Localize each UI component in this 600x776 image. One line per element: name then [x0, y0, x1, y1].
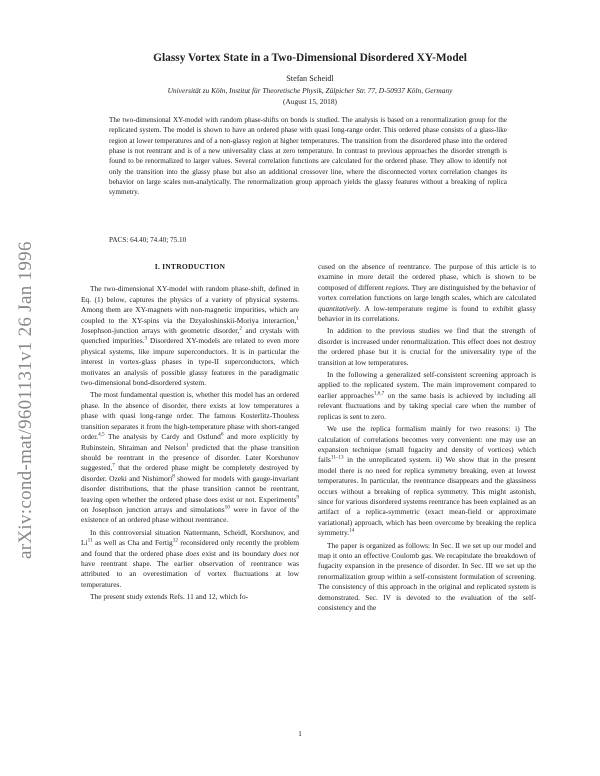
citation-ref: 1	[296, 315, 299, 322]
text-run: cused on the absence of reentrance. The purpose of this article is to examine in more detail the ordered phase, which is shown to be composed of different	[318, 262, 536, 292]
citation-ref: 4,5	[98, 431, 105, 438]
citation-ref: 2	[239, 325, 242, 332]
text-run: were in favor of the existence of an ordered phase without reentrance.	[81, 504, 299, 525]
text-run: Josephson-junction arrays with geometric disorder,	[81, 326, 240, 336]
text-run: In addition to the previous studies we find that the strength of disorder is increased under renormalization. This effect does not destroy the ordered phase but it is crucial for the universality type of the transition at low temperatures.	[318, 326, 536, 367]
citation-ref: 3	[144, 335, 148, 342]
emphasis: does not	[273, 548, 299, 558]
text-run: as well as Cha and Fertig	[92, 538, 173, 548]
text-run: The present study extends Refs. 11 and 12, which fo-	[90, 592, 249, 602]
emphasis: does	[185, 548, 200, 558]
author-name: Stefan Scheidl	[286, 74, 334, 83]
citation-ref: 7	[112, 462, 115, 469]
author-affiliation: Universität zu Köln, Institut für Theoretische Physik, Zülpicher Str. 77, D-50937 Köln, Germany	[167, 86, 453, 95]
text-run: reconsidered only recently the problem and found that the ordered phase	[81, 538, 300, 558]
citation-ref: 10	[224, 504, 230, 511]
citation-ref: 1,6,7	[373, 390, 385, 397]
citation-ref: 11–13	[330, 454, 344, 461]
arxiv-stamp: arXiv:cond-mat/9601131v1 26 Jan 1996	[15, 241, 36, 559]
paragraph	[318, 370, 536, 422]
paper-title: Glassy Vortex State in a Two-Dimensional Disordered XY-Model	[153, 52, 467, 64]
text-run: showed for models with gauge-invariant disorder distributions, that the phase transition cannot be reentrant, leaving open whether the ordered phase does exist or not. Experiments	[81, 473, 300, 504]
text-run: have reentrant shape. The earlier observation of reentrance was attributed to an overestimation of vortex fluctuations at low temperatures.	[81, 558, 299, 589]
emphasis: regions	[385, 282, 408, 292]
text-run: and crystals with quenched impurities.	[81, 326, 299, 346]
citation-ref: 14	[349, 527, 355, 534]
text-run: In the following a generalized self-consistent screening approach is applied to the replicated system. The main improvement compared to earlier approaches	[318, 370, 536, 400]
text-run: In this controversial situation Nattermann, Scheidl, Korshunov, and Li	[81, 527, 299, 548]
paragraph	[318, 262, 536, 324]
emphasis: no	[365, 465, 373, 475]
citation-ref: 12	[172, 537, 178, 544]
paragraph	[81, 284, 299, 388]
paragraph	[318, 326, 536, 368]
text-run: The two-dimensional XY-model with random phase-shift, defined in Eq. (1) below, captures the physics of a variety of physical systems. Among them are XY-magnets with non-magnetic impurities, which are coupled to the XY-spins via the Dzyaloshinskii-Moriya interaction,	[81, 284, 299, 325]
emphasis: quantitatively	[318, 303, 359, 313]
citation-ref: 1	[185, 442, 189, 449]
section-heading: I. INTRODUCTION	[154, 262, 226, 271]
paragraph	[318, 424, 536, 538]
text-run: We use the replica formalism mainly for two reasons: i) The calculation of correlations becomes very convenient: one may use an expansion technique (small fugacity and density of vortices) which fails	[318, 424, 536, 465]
text-run: need for replica symmetry breaking, even at lowest temperatures. In particular, the reentrance disappears and the glassiness occurs without a breaking of replica symmetry. This might astonish, since for various disordered systems reentrance has been explained as an artifact of a replica-symmetric (exact mean-field or approximate variational) approach, which has been overcome by breaking the replica symmetry.	[318, 465, 536, 538]
right-column	[318, 262, 536, 613]
text-run: . A low-temperature regime is found to exhibit glassy behavior in its correlations.	[318, 303, 536, 324]
citation-ref: 11	[87, 537, 93, 544]
abstract: The two-dimensional XY-model with random phase-shifts on bonds is studied. The analysis is based on a renormalization group for the replicated system. The model is shown to have an ordered phase with quasi long-range order. This ordered phase consists of a glass-like region at lower temperatures and of a non-glassy region at higher temperatures. The transition from the disordered phase into the ordered phase is not reentrant and is of a new universality class at zero temperature. In contrast to previous approaches the disorder strength is found to be renormalized to larger values. Several correlation functions are calculated for the ordered phase. They allow to identify not only the transition into the glassy phase but also an additional crossover line, where the disconnected vortex correlation changes its behavior on large scales non-analytically. The renormalization group approach yields the glassy features without a breaking of replica symmetry.	[109, 116, 507, 197]
text-run: The analysis by Cardy and Ostlund	[104, 432, 221, 442]
paragraph	[318, 541, 536, 614]
text-run: exist and its boundary	[199, 548, 274, 558]
text-run: on Josephson junction arrays and simulations	[81, 504, 225, 514]
right-column-body	[318, 262, 536, 613]
page-number: 1	[298, 729, 302, 738]
text-run: and more explicitly by Rubinstein, Shraiman and Nelson	[81, 432, 299, 452]
citation-ref: 9	[296, 494, 299, 501]
text-run: on the same basis is achieved by including all relevant fluctuations and by taking special care when the number of replicas is sent to zero.	[318, 390, 536, 421]
text-run: The paper is organized as follows: In Sec. II we set up our model and map it onto an effective Coulomb gas. We recapitulate the breakdown of fugacity expansion in the presence of disorder. In Sec. III we set up the renormalization group within a self-consistent formulation of screening. The consistency of this approach in the original and replicated system is demonstrated. Sec. IV is devoted to the evaluation of the self-consistency and the	[318, 540, 536, 612]
text-run: that the ordered phase might be completely destroyed by disorder. Ozeki and Nishimori	[81, 463, 299, 483]
paragraph	[81, 390, 299, 525]
pacs-codes: PACS: 64.40; 74.40; 75.10	[109, 236, 187, 244]
citation-ref: 8	[172, 473, 175, 480]
paper-date: (August 15, 2018)	[283, 97, 337, 106]
paragraph	[81, 528, 299, 590]
left-column-body	[81, 284, 299, 602]
citation-ref: 6	[220, 431, 224, 438]
text-run: predicted that the phase transition should be reentrant in the presence of disorder. Later Korshunov suggested,	[81, 442, 300, 473]
text-run: in the unreplicated system. ii) We show that in the present model there is	[318, 455, 536, 475]
text-run: . They are distinguished by the behavior of vortex correlation functions on large length scales, which are calculated	[318, 282, 536, 303]
left-column	[81, 262, 299, 603]
text-run: Disordered XY-models are related to even more physical systems, like impure superconductors. It is in particular the interest in vortex-glass phases in type-II superconductors, which motivates an analysis of possible glassy features in the paradigmatic two-dimensional bond-disordered system.	[81, 336, 299, 388]
paragraph	[81, 592, 299, 602]
text-run: The most fundamental question is, whether this model has an ordered phase. In the absence of disorder, there exists at low temperatures a phase with quasi long-range order. The famous Kosterlitz-Thouless transition separates it from the high-temperature phase with short-ranged order.	[81, 390, 299, 442]
